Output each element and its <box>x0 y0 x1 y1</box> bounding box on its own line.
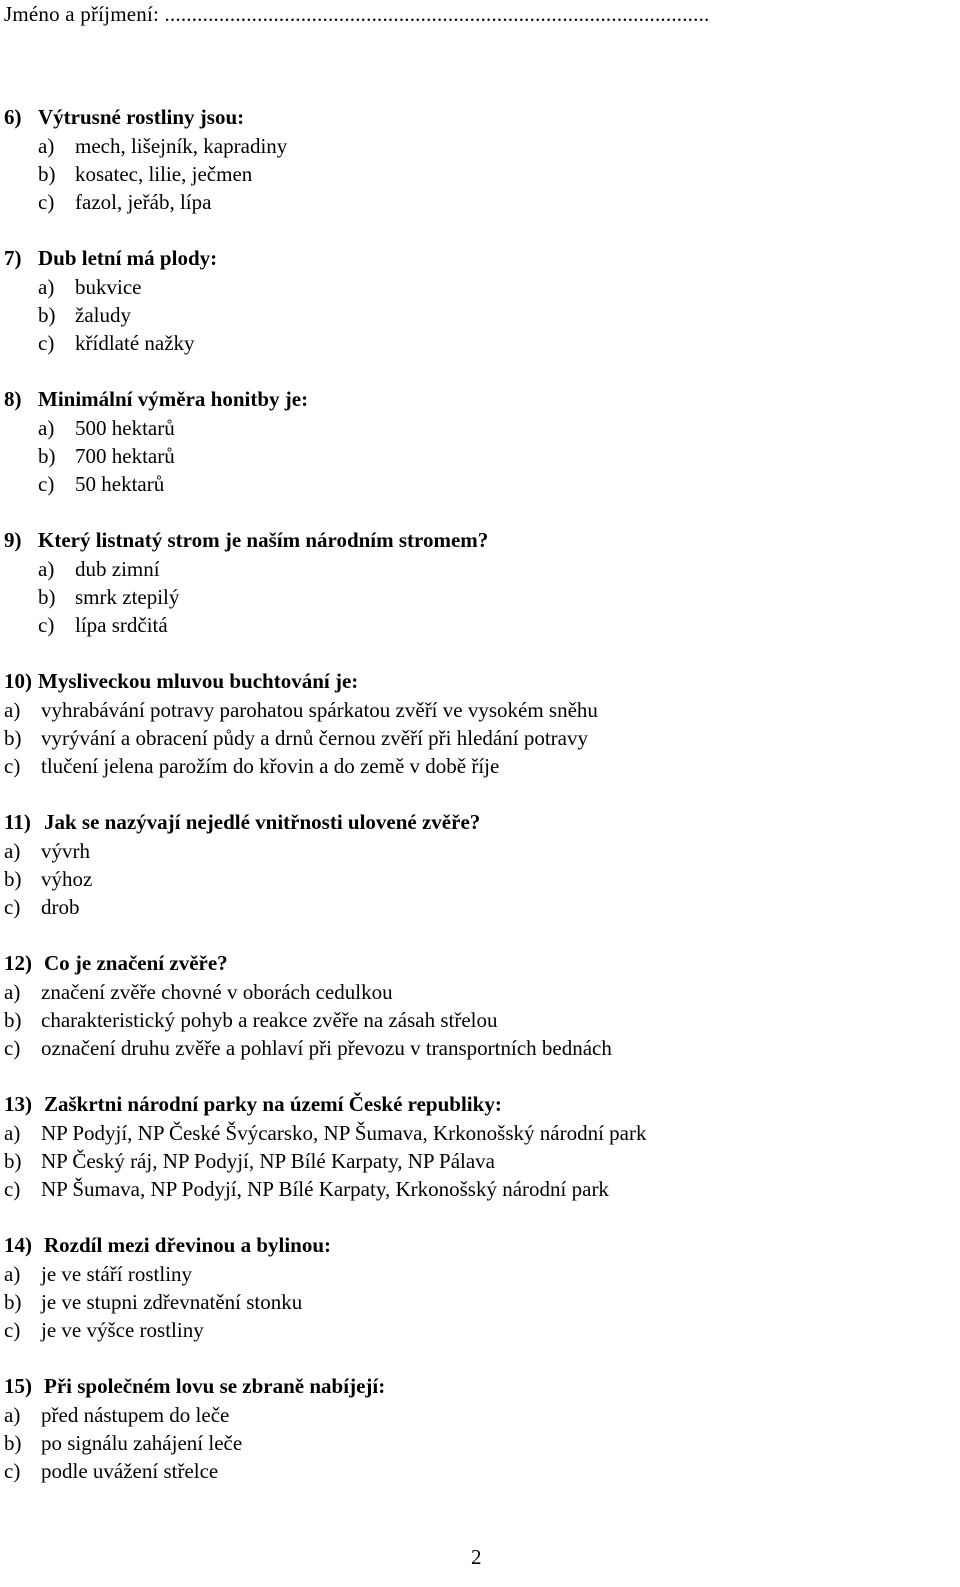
question-number: 12) <box>4 951 32 975</box>
question-number: 6) <box>4 105 22 129</box>
answer-option-b[interactable]: b) smrk ztepilý <box>38 585 180 609</box>
answer-option-a[interactable]: a) před nástupem do leče <box>4 1403 230 1427</box>
question-text: Minimální výměra honitby je: <box>38 387 309 411</box>
answer-option-c[interactable]: c) označení druhu zvěře a pohlaví při převozu v transportních bednách <box>4 1036 612 1060</box>
question-number: 14) <box>4 1233 32 1257</box>
answer-option-a[interactable]: a) vývrh <box>4 839 90 863</box>
question-title <box>4 105 244 130</box>
question-text: Mysliveckou mluvou buchtování je: <box>38 669 359 693</box>
answer-option-a[interactable]: a) je ve stáří rostliny <box>4 1262 193 1286</box>
answer-option-b[interactable]: b) NP Český ráj, NP Podyjí, NP Bílé Karpaty, NP Pálava <box>4 1149 496 1173</box>
question-text: Jak se nazývají nejedlé vnitřnosti ulovené zvěře? <box>44 810 481 834</box>
question-text: Dub letní má plody: <box>38 246 218 270</box>
question-number: 13) <box>4 1092 32 1116</box>
question-title <box>4 1233 331 1258</box>
question-number: 11) <box>4 810 31 834</box>
question-title <box>4 810 480 835</box>
answer-option-c[interactable]: c) drob <box>4 895 80 919</box>
question-title <box>4 669 358 694</box>
question-text: Při společném lovu se zbraně nabíjejí: <box>44 1374 386 1398</box>
question-title <box>4 951 228 976</box>
answer-option-a[interactable]: a) značení zvěře chovné v oborách cedulkou <box>4 980 393 1004</box>
answer-option-a[interactable]: a) vyhrabávání potravy parohatou spárkatou zvěří ve vysokém sněhu <box>4 698 598 722</box>
answer-option-c[interactable]: c) fazol, jeřáb, lípa <box>38 190 212 214</box>
answer-option-b[interactable]: b) 700 hektarů <box>38 444 175 468</box>
answer-option-c[interactable]: c) NP Šumava, NP Podyjí, NP Bílé Karpaty, Krkonošský národní park <box>4 1177 609 1201</box>
question-number: 9) <box>4 528 22 552</box>
answer-option-b[interactable]: b) výhoz <box>4 867 93 891</box>
question-text: Který listnatý strom je naším národním stromem? <box>38 528 489 552</box>
question-title <box>4 1092 502 1117</box>
question-title <box>4 1374 385 1399</box>
question-title <box>4 246 217 271</box>
question-number: 15) <box>4 1374 32 1398</box>
answer-option-a[interactable]: a) 500 hektarů <box>38 416 175 440</box>
answer-option-b[interactable]: b) je ve stupni zdřevnatění stonku <box>4 1290 303 1314</box>
question-text: Zaškrtni národní parky na území České republiky: <box>44 1092 502 1116</box>
name-field-label: Jméno a příjmení: .................................................................................................... <box>4 2 710 26</box>
answer-option-b[interactable]: b) kosatec, lilie, ječmen <box>38 162 253 186</box>
answer-option-a[interactable]: a) bukvice <box>38 275 142 299</box>
question-number: 10) <box>4 669 32 693</box>
question-number: 8) <box>4 387 22 411</box>
question-title <box>4 528 488 553</box>
answer-option-b[interactable]: b) vyrývání a obracení půdy a drnů černou zvěří při hledání potravy <box>4 726 588 750</box>
page-number: 2 <box>471 1545 482 1569</box>
question-text: Co je značení zvěře? <box>44 951 228 975</box>
answer-option-a[interactable]: a) dub zimní <box>38 557 160 581</box>
answer-option-a[interactable]: a) mech, lišejník, kapradiny <box>38 134 288 158</box>
answer-option-c[interactable]: c) lípa srdčitá <box>38 613 168 637</box>
answer-option-c[interactable]: c) tlučení jelena parožím do křovin a do země v době říje <box>4 754 500 778</box>
answer-option-c[interactable]: c) podle uvážení střelce <box>4 1459 219 1483</box>
question-text: Rozdíl mezi dřevinou a bylinou: <box>44 1233 332 1257</box>
question-title <box>4 387 308 412</box>
answer-option-b[interactable]: b) po signálu zahájení leče <box>4 1431 243 1455</box>
question-number: 7) <box>4 246 22 270</box>
answer-option-c[interactable]: c) křídlaté nažky <box>38 331 195 355</box>
question-text: Výtrusné rostliny jsou: <box>38 105 245 129</box>
answer-option-a[interactable]: a) NP Podyjí, NP České Švýcarsko, NP Šumava, Krkonošský národní park <box>4 1121 647 1145</box>
answer-option-b[interactable]: b) žaludy <box>38 303 131 327</box>
answer-option-c[interactable]: c) 50 hektarů <box>38 472 165 496</box>
answer-option-c[interactable]: c) je ve výšce rostliny <box>4 1318 204 1342</box>
answer-option-b[interactable]: b) charakteristický pohyb a reakce zvěře na zásah střelou <box>4 1008 498 1032</box>
